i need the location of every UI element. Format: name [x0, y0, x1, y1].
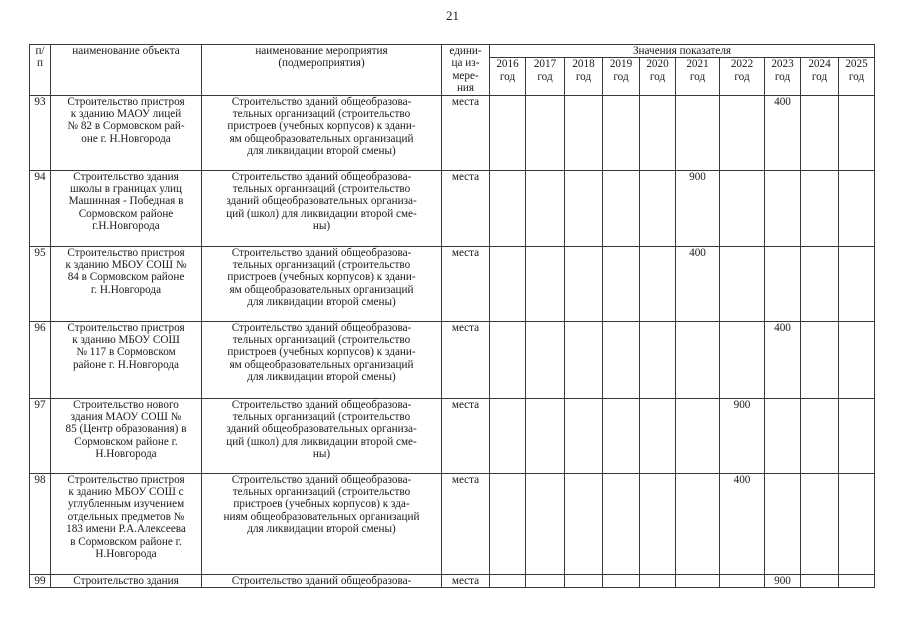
- value-cell: 900: [720, 398, 765, 473]
- value-cell: [765, 170, 801, 246]
- header-year: 2018 год: [565, 58, 603, 95]
- unit-cell: места: [442, 398, 490, 473]
- header-num: п/ п: [30, 45, 51, 96]
- value-cell: [565, 95, 603, 170]
- value-cell: [640, 574, 676, 587]
- value-cell: [490, 170, 526, 246]
- value-cell: [720, 95, 765, 170]
- value-cell: [640, 246, 676, 321]
- value-cell: [490, 246, 526, 321]
- value-cell: [603, 398, 640, 473]
- header-activity: наименование мероприятия (подмероприятия): [202, 45, 442, 96]
- header-unit: едини- ца из- мере- ния: [442, 45, 490, 96]
- table-row: [30, 398, 875, 473]
- value-cell: [603, 246, 640, 321]
- value-cell: [565, 398, 603, 473]
- table-row: [30, 321, 875, 398]
- value-cell: [490, 398, 526, 473]
- row-number: 97: [30, 398, 51, 473]
- table-row: [30, 473, 875, 574]
- header-year: 2021 год: [676, 58, 720, 95]
- value-cell: [640, 170, 676, 246]
- value-cell: [765, 473, 801, 574]
- value-cell: [839, 398, 875, 473]
- header-values-title: Значения показателя: [490, 45, 875, 58]
- object-name: Строительство пристроя к зданию МБОУ СОШ № 84 в Сормовском районе г. Н.Новгорода: [51, 246, 202, 321]
- value-cell: [640, 321, 676, 398]
- value-cell: 400: [676, 246, 720, 321]
- activity-name: Строительство зданий общеобразова-: [202, 574, 442, 587]
- value-cell: [526, 246, 565, 321]
- activity-name: Строительство зданий общеобразова- тельных организаций (строительство пристроев (учебных корпусов) к зда- ниям общеобразовательных организаций для ликвидации второй смены): [202, 473, 442, 574]
- value-cell: [490, 321, 526, 398]
- value-cell: [839, 321, 875, 398]
- table-row: [30, 95, 875, 170]
- value-cell: 900: [676, 170, 720, 246]
- header-year: 2022 год: [720, 58, 765, 95]
- value-cell: [603, 321, 640, 398]
- value-cell: 400: [720, 473, 765, 574]
- value-cell: [490, 473, 526, 574]
- value-cell: [801, 473, 839, 574]
- value-cell: [565, 574, 603, 587]
- value-cell: 400: [765, 321, 801, 398]
- row-number: 98: [30, 473, 51, 574]
- table-row: [30, 246, 875, 321]
- value-cell: [490, 574, 526, 587]
- value-cell: [603, 95, 640, 170]
- value-cell: [720, 574, 765, 587]
- value-cell: [490, 95, 526, 170]
- object-name: Строительство нового здания МАОУ СОШ № 85 (Центр образования) в Сормовском районе г. Н.Новгорода: [51, 398, 202, 473]
- indicator-table: [29, 44, 875, 588]
- unit-cell: места: [442, 95, 490, 170]
- value-cell: [720, 170, 765, 246]
- value-cell: [603, 574, 640, 587]
- header-year: 2016 год: [490, 58, 526, 95]
- value-cell: [603, 170, 640, 246]
- object-name: Строительство пристроя к зданию МБОУ СОШ № 117 в Сормовском районе г. Н.Новгорода: [51, 321, 202, 398]
- value-cell: [676, 574, 720, 587]
- activity-name: Строительство зданий общеобразова- тельных организаций (строительство зданий общеобразовательных организа- ций (школ) для ликвидации второй сме- ны): [202, 170, 442, 246]
- value-cell: [526, 321, 565, 398]
- value-cell: [676, 398, 720, 473]
- value-cell: [526, 473, 565, 574]
- value-cell: [676, 95, 720, 170]
- header-year: 2020 год: [640, 58, 676, 95]
- header-year: 2025 год: [839, 58, 875, 95]
- value-cell: [839, 246, 875, 321]
- header-object: наименование объекта: [51, 45, 202, 96]
- value-cell: [801, 95, 839, 170]
- value-cell: [765, 398, 801, 473]
- table-row: [30, 574, 875, 587]
- object-name: Строительство здания школы в границах улиц Машинная - Победная в Сормовском районе г.Н.Новгорода: [51, 170, 202, 246]
- value-cell: [526, 95, 565, 170]
- value-cell: [801, 398, 839, 473]
- unit-cell: места: [442, 574, 490, 587]
- page-number: 21: [446, 8, 459, 23]
- value-cell: [720, 246, 765, 321]
- value-cell: [640, 473, 676, 574]
- value-cell: [801, 246, 839, 321]
- value-cell: [526, 170, 565, 246]
- value-cell: 900: [765, 574, 801, 587]
- row-number: 96: [30, 321, 51, 398]
- header-year: 2023 год: [765, 58, 801, 95]
- object-name: Строительство здания: [51, 574, 202, 587]
- value-cell: 400: [765, 95, 801, 170]
- table-row: [30, 170, 875, 246]
- value-cell: [565, 170, 603, 246]
- unit-cell: места: [442, 321, 490, 398]
- value-cell: [526, 574, 565, 587]
- value-cell: [640, 398, 676, 473]
- value-cell: [565, 321, 603, 398]
- value-cell: [839, 574, 875, 587]
- value-cell: [801, 321, 839, 398]
- table-body: [30, 95, 875, 587]
- row-number: 95: [30, 246, 51, 321]
- activity-name: Строительство зданий общеобразова- тельных организаций (строительство пристроев (учебных корпусов) к здани- ям общеобразовательных организаций для ликвидации второй смены): [202, 95, 442, 170]
- value-cell: [801, 574, 839, 587]
- value-cell: [720, 321, 765, 398]
- value-cell: [676, 321, 720, 398]
- activity-name: Строительство зданий общеобразова- тельных организаций (строительство зданий общеобразовательных организа- ций (школ) для ликвидации второй сме- ны): [202, 398, 442, 473]
- value-cell: [801, 170, 839, 246]
- unit-cell: места: [442, 473, 490, 574]
- header-year: 2017 год: [526, 58, 565, 95]
- value-cell: [565, 473, 603, 574]
- value-cell: [839, 170, 875, 246]
- activity-name: Строительство зданий общеобразова- тельных организаций (строительство пристроев (учебных корпусов) к здани- ям общеобразовательных организаций для ликвидации второй смены): [202, 246, 442, 321]
- unit-cell: места: [442, 246, 490, 321]
- unit-cell: места: [442, 170, 490, 246]
- activity-name: Строительство зданий общеобразова- тельных организаций (строительство пристроев (учебных корпусов) к здани- ям общеобразовательных организаций для ликвидации второй смены): [202, 321, 442, 398]
- header-year: 2024 год: [801, 58, 839, 95]
- header-row-top: [30, 45, 875, 58]
- value-cell: [676, 473, 720, 574]
- value-cell: [839, 473, 875, 574]
- value-cell: [640, 95, 676, 170]
- row-number: 94: [30, 170, 51, 246]
- header-year: 2019 год: [603, 58, 640, 95]
- object-name: Строительство пристроя к зданию МБОУ СОШ с углубленным изучением отдельных предметов № 183 имени Р.А.Алексеева в Сормовском районе г. Н.Новгорода: [51, 473, 202, 574]
- value-cell: [526, 398, 565, 473]
- row-number: 99: [30, 574, 51, 587]
- row-number: 93: [30, 95, 51, 170]
- value-cell: [765, 246, 801, 321]
- value-cell: [839, 95, 875, 170]
- value-cell: [603, 473, 640, 574]
- object-name: Строительство пристроя к зданию МАОУ лицей № 82 в Сормовском рай- оне г. Н.Новгорода: [51, 95, 202, 170]
- value-cell: [565, 246, 603, 321]
